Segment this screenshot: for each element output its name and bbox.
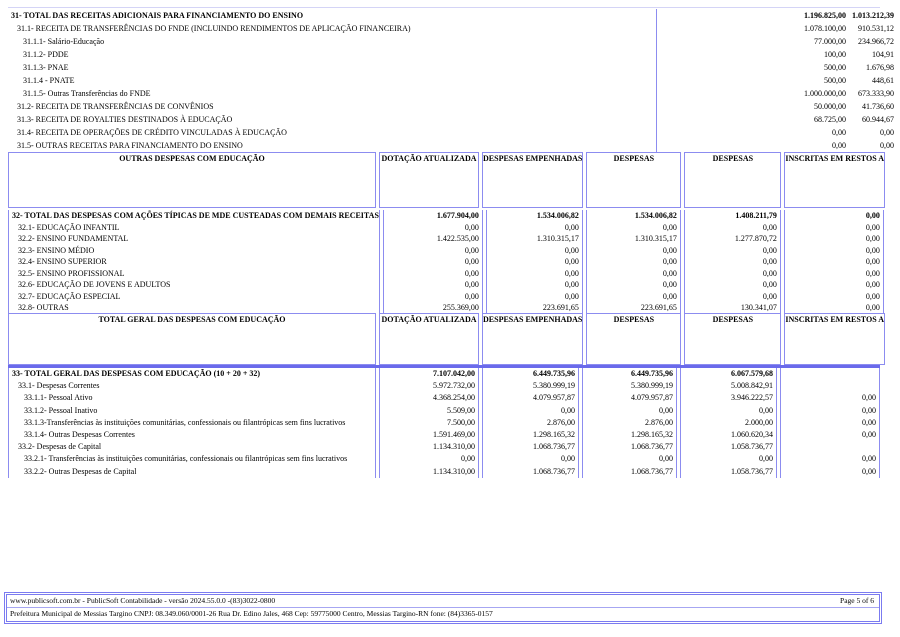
row-label: 32.8- OUTRAS bbox=[8, 302, 380, 314]
row-label: 31.1.5- Outras Transferências do FNDE bbox=[8, 87, 657, 100]
row-value: 1.068.736,77 bbox=[582, 441, 677, 453]
column-header-dotacao: DOTAÇÃO ATUALIZADA bbox=[379, 152, 479, 208]
row-value: 6.067.579,68 bbox=[680, 368, 777, 380]
row-value: 0,00 bbox=[880, 141, 894, 150]
row-value: 5.509,00 bbox=[379, 405, 479, 417]
row-label: 31.1.3- PNAE bbox=[8, 61, 657, 74]
row-value: 68.725,00 bbox=[814, 115, 846, 124]
row-label: 31.1.1- Salário-Educação bbox=[8, 35, 657, 48]
table-row bbox=[8, 74, 897, 87]
row-value: 5.972.732,00 bbox=[379, 380, 479, 392]
row-label: 32.6- EDUCAÇÃO DE JOVENS E ADULTOS bbox=[8, 279, 380, 291]
row-label: 33.2.2- Outras Despesas de Capital bbox=[8, 466, 376, 478]
row-value: 0,00 bbox=[780, 405, 880, 417]
row-value: 0,00 bbox=[784, 268, 884, 280]
row-value: 104,91 bbox=[872, 50, 894, 59]
table-row bbox=[8, 22, 897, 35]
row-value: 0,00 bbox=[586, 256, 681, 268]
row-value: 4.079.957,87 bbox=[482, 392, 579, 404]
row-value: 0,00 bbox=[586, 245, 681, 257]
row-value: 0,00 bbox=[383, 222, 483, 234]
table-row bbox=[8, 100, 897, 113]
row-value: 130.341,07 bbox=[684, 302, 781, 314]
row-label: 32.1- EDUCAÇÃO INFANTIL bbox=[8, 222, 380, 234]
receitas-adicionais-table bbox=[5, 9, 900, 152]
row-label: 31.5- OUTRAS RECEITAS PARA FINANCIAMENTO DO ENSINO bbox=[8, 139, 657, 152]
row-label: 31.2- RECEITA DE TRANSFERÊNCIAS DE CONVÊNIOS bbox=[8, 100, 657, 113]
row-value: 2.876,00 bbox=[482, 417, 579, 429]
row-value: 5.008.842,91 bbox=[680, 380, 777, 392]
row-value: 0,00 bbox=[486, 222, 583, 234]
row-value: 1.422.535,00 bbox=[383, 233, 483, 245]
row-label: 33.1.4- Outras Despesas Correntes bbox=[8, 429, 376, 441]
row-value: 1.534.006,82 bbox=[586, 210, 681, 222]
row-value: 5.380.999,19 bbox=[482, 380, 579, 392]
row-value: 4.368.254,00 bbox=[379, 392, 479, 404]
table-row bbox=[8, 405, 880, 417]
row-value: 0,00 bbox=[832, 141, 846, 150]
footer-entity-info: Prefeitura Municipal de Messias Targino CNPJ: 08.349.060/0001-26 Rua Dr. Edino Jales, 468 Cep: 59775000 Centro, Messias Targino-RN fone: (84)3365-0157 bbox=[10, 609, 493, 618]
row-value: 0,00 bbox=[780, 392, 880, 404]
footer-line-1 bbox=[7, 595, 879, 608]
row-label: 31.1.2- PDDE bbox=[8, 48, 657, 61]
row-value: 0,00 bbox=[784, 245, 884, 257]
table-row bbox=[8, 222, 884, 234]
row-value: 0,00 bbox=[379, 453, 479, 465]
row-value: 223.691,65 bbox=[486, 302, 583, 314]
row-value: 0,00 bbox=[482, 405, 579, 417]
column-header-empenhadas: DESPESAS EMPENHADAS bbox=[482, 152, 583, 208]
row-label: 33.2.1- Transferências às instituições comunitárias, confessionais ou filantrópicas sem fins lucrativos bbox=[8, 453, 376, 465]
table-row bbox=[8, 302, 884, 314]
row-value: 0,00 bbox=[880, 128, 894, 137]
column-header-empenhadas: DESPESAS EMPENHADAS bbox=[482, 313, 583, 365]
table-row bbox=[8, 48, 897, 61]
row-label: 32.3- ENSINO MÉDIO bbox=[8, 245, 380, 257]
row-value: 0,00 bbox=[383, 291, 483, 303]
table-row bbox=[8, 9, 897, 22]
table-row bbox=[8, 139, 897, 152]
row-value: 7.107.042,00 bbox=[379, 368, 479, 380]
row-label: 32.2- ENSINO FUNDAMENTAL bbox=[8, 233, 380, 245]
table-row bbox=[8, 380, 880, 392]
row-label: 32.7- EDUCAÇÃO ESPECIAL bbox=[8, 291, 380, 303]
row-value: 60.944,67 bbox=[862, 115, 894, 124]
header-row bbox=[8, 313, 885, 365]
row-value: 0,00 bbox=[684, 222, 781, 234]
row-value: 7.500,00 bbox=[379, 417, 479, 429]
column-header-restos: INSCRITAS EM RESTOS A bbox=[784, 313, 885, 365]
row-value: 673.333,90 bbox=[858, 89, 894, 98]
row-value: 0,00 bbox=[486, 279, 583, 291]
row-value: 0,00 bbox=[586, 268, 681, 280]
row-value: 0,00 bbox=[586, 222, 681, 234]
row-value: 6.449.735,96 bbox=[482, 368, 579, 380]
row-value: 0,00 bbox=[784, 302, 884, 314]
outras-despesas-table bbox=[5, 210, 887, 314]
row-value: 0,00 bbox=[586, 291, 681, 303]
column-header-despesas-2: DESPESAS bbox=[684, 313, 781, 365]
row-value: 100,00 bbox=[824, 50, 846, 59]
table-row bbox=[8, 453, 880, 465]
row-value: 3.946.222,57 bbox=[680, 392, 777, 404]
column-header-despesas-1: DESPESAS bbox=[586, 152, 681, 208]
table-row bbox=[8, 441, 880, 453]
row-value: 0,00 bbox=[832, 128, 846, 137]
row-value: 0,00 bbox=[780, 429, 880, 441]
row-value: 2.876,00 bbox=[582, 417, 677, 429]
row-label: 31- TOTAL DAS RECEITAS ADICIONAIS PARA FINANCIAMENTO DO ENSINO bbox=[8, 9, 657, 22]
row-value: 1.058.736,77 bbox=[680, 441, 777, 453]
page-footer bbox=[4, 592, 882, 624]
row-value: 0,00 bbox=[582, 453, 677, 465]
table-row bbox=[8, 233, 884, 245]
column-header-restos: INSCRITAS EM RESTOS A bbox=[784, 152, 885, 208]
row-value: 234.966,72 bbox=[858, 37, 894, 46]
row-value: 1.134.310,00 bbox=[379, 441, 479, 453]
row-value: 0,00 bbox=[383, 279, 483, 291]
row-value: 0,00 bbox=[784, 233, 884, 245]
row-value: 0,00 bbox=[383, 256, 483, 268]
row-value: 0,00 bbox=[780, 453, 880, 465]
outras-despesas-rows bbox=[8, 210, 884, 314]
row-value: 0,00 bbox=[780, 466, 880, 478]
table-row bbox=[8, 35, 897, 48]
column-header-dotacao: DOTAÇÃO ATUALIZADA bbox=[379, 313, 479, 365]
row-value: 0,00 bbox=[684, 291, 781, 303]
total-geral-header-band bbox=[5, 313, 888, 365]
table-row bbox=[8, 210, 884, 222]
row-label: 32.5- ENSINO PROFISSIONAL bbox=[8, 268, 380, 280]
row-value: 0,00 bbox=[784, 222, 884, 234]
outras-despesas-header-band bbox=[5, 152, 888, 208]
row-value: 1.298.165,32 bbox=[582, 429, 677, 441]
row-value: 0,00 bbox=[383, 268, 483, 280]
row-value: 448,61 bbox=[872, 76, 894, 85]
table-row bbox=[8, 268, 884, 280]
table-row bbox=[8, 256, 884, 268]
row-value: 0,00 bbox=[684, 268, 781, 280]
row-value: 500,00 bbox=[824, 76, 846, 85]
row-value: 0,00 bbox=[784, 210, 884, 222]
table-row bbox=[8, 245, 884, 257]
row-label: 33.1.2- Pessoal Inativo bbox=[8, 405, 376, 417]
row-value: 0,00 bbox=[582, 405, 677, 417]
row-value: 0,00 bbox=[684, 256, 781, 268]
row-value: 1.068.736,77 bbox=[482, 441, 579, 453]
row-label: 31.3- RECEITA DE ROYALTIES DESTINADOS À EDUCAÇÃO bbox=[8, 113, 657, 126]
row-label: 32- TOTAL DAS DESPESAS COM AÇÕES TÍPICAS DE MDE CUSTEADAS COM DEMAIS RECEITAS bbox=[8, 210, 380, 222]
row-value: 255.369,00 bbox=[383, 302, 483, 314]
column-header-title: OUTRAS DESPESAS COM EDUCAÇÃO bbox=[8, 152, 376, 208]
row-value: 1.068.736,77 bbox=[482, 466, 579, 478]
row-value: 1.677.904,00 bbox=[383, 210, 483, 222]
row-label: 33- TOTAL GERAL DAS DESPESAS COM EDUCAÇÃO (10 + 20 + 32) bbox=[8, 368, 376, 380]
row-value bbox=[780, 368, 880, 380]
table-row bbox=[8, 279, 884, 291]
receitas-adicionais-rows bbox=[8, 9, 897, 152]
row-label: 33.2- Despesas de Capital bbox=[8, 441, 376, 453]
row-value: 4.079.957,87 bbox=[582, 392, 677, 404]
row-value: 41.736,60 bbox=[862, 102, 894, 111]
table-row bbox=[8, 61, 897, 74]
row-value: 77.000,00 bbox=[814, 37, 846, 46]
table-row bbox=[8, 417, 880, 429]
row-value: 0,00 bbox=[482, 453, 579, 465]
row-value: 1.060.620,34 bbox=[680, 429, 777, 441]
row-value: 0,00 bbox=[780, 417, 880, 429]
row-value: 223.691,65 bbox=[586, 302, 681, 314]
row-value: 1.000.000,00 bbox=[804, 89, 846, 98]
row-value: 0,00 bbox=[680, 405, 777, 417]
row-value: 1.534.006,82 bbox=[486, 210, 583, 222]
column-header-despesas-1: DESPESAS bbox=[586, 313, 681, 365]
row-label: 32.4- ENSINO SUPERIOR bbox=[8, 256, 380, 268]
row-value: 0,00 bbox=[684, 279, 781, 291]
table-row bbox=[8, 126, 897, 139]
row-label: 31.4- RECEITA DE OPERAÇÕES DE CRÉDITO VINCULADAS À EDUCAÇÃO bbox=[8, 126, 657, 139]
column-header-title: TOTAL GERAL DAS DESPESAS COM EDUCAÇÃO bbox=[8, 313, 376, 365]
row-value bbox=[780, 380, 880, 392]
row-value: 0,00 bbox=[586, 279, 681, 291]
row-label: 33.1- Despesas Correntes bbox=[8, 380, 376, 392]
row-value: 0,00 bbox=[486, 291, 583, 303]
row-value: 0,00 bbox=[784, 291, 884, 303]
row-value: 5.380.999,19 bbox=[582, 380, 677, 392]
row-value: 1.676,98 bbox=[866, 63, 894, 72]
row-value: 500,00 bbox=[824, 63, 846, 72]
row-value: 1.013.212,39 bbox=[852, 11, 894, 20]
table-row bbox=[8, 87, 897, 100]
page-top-rule bbox=[8, 7, 880, 8]
row-value: 1.298.165,32 bbox=[482, 429, 579, 441]
row-value: 1.310.315,17 bbox=[586, 233, 681, 245]
row-label: 31.1.4 - PNATE bbox=[8, 74, 657, 87]
row-label: 33.1.3-Transferências às instituições comunitárias, confessionais ou filantrópicas sem fins lucrativos bbox=[8, 417, 376, 429]
row-value: 910.531,12 bbox=[858, 24, 894, 33]
row-value: 0,00 bbox=[680, 453, 777, 465]
row-value bbox=[780, 441, 880, 453]
row-value: 0,00 bbox=[784, 256, 884, 268]
header-row bbox=[8, 152, 885, 208]
row-value: 0,00 bbox=[486, 268, 583, 280]
table-row bbox=[8, 466, 880, 478]
row-value: 1.058.736,77 bbox=[680, 466, 777, 478]
table-row bbox=[8, 291, 884, 303]
row-value: 1.277.870,72 bbox=[684, 233, 781, 245]
row-value: 50.000,00 bbox=[814, 102, 846, 111]
row-value: 0,00 bbox=[684, 245, 781, 257]
row-value: 1.591.469,00 bbox=[379, 429, 479, 441]
table-row bbox=[8, 392, 880, 404]
row-value: 6.449.735,96 bbox=[582, 368, 677, 380]
column-header-despesas-2: DESPESAS bbox=[684, 152, 781, 208]
table-row bbox=[8, 113, 897, 126]
footer-app-info: www.publicsoft.com.br - PublicSoft Contabilidade - versão 2024.55.0.0 -(83)3022-0800 bbox=[10, 596, 276, 605]
row-value: 0,00 bbox=[486, 245, 583, 257]
row-value: 2.000,00 bbox=[680, 417, 777, 429]
total-geral-table bbox=[5, 368, 883, 478]
row-value: 0,00 bbox=[784, 279, 884, 291]
row-value: 1.196.825,00 bbox=[804, 11, 846, 20]
row-value: 1.068.736,77 bbox=[582, 466, 677, 478]
row-value: 1.310.315,17 bbox=[486, 233, 583, 245]
footer-page-number: Page 5 of 6 bbox=[840, 596, 874, 605]
row-value: 0,00 bbox=[486, 256, 583, 268]
row-label: 31.1- RECEITA DE TRANSFERÊNCIAS DO FNDE (INCLUINDO RENDIMENTOS DE APLICAÇÃO FINANCEIRA) bbox=[8, 22, 657, 35]
row-label: 33.1.1- Pessoal Ativo bbox=[8, 392, 376, 404]
total-geral-rows bbox=[8, 368, 880, 478]
table-row bbox=[8, 429, 880, 441]
row-value: 0,00 bbox=[383, 245, 483, 257]
row-value: 1.078.100,00 bbox=[804, 24, 846, 33]
row-value: 1.134.310,00 bbox=[379, 466, 479, 478]
table-row bbox=[8, 368, 880, 380]
row-value: 1.408.211,79 bbox=[684, 210, 781, 222]
